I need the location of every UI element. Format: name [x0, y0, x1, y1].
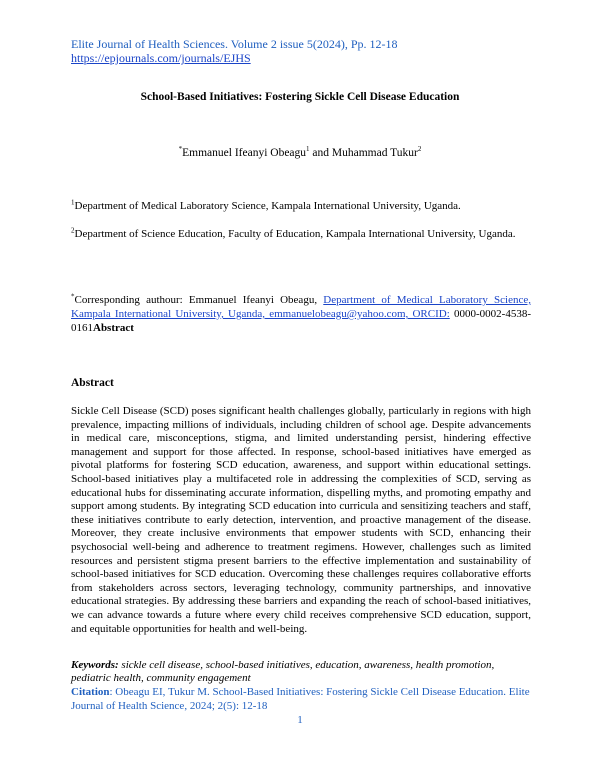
affiliation-1-sup: 1: [71, 198, 75, 207]
corresponding-link[interactable]: Department of Medical Laboratory Science, Kampala International University, Uganda, emmanuelobeagu@yahoo.com, ORCID:: [71, 294, 531, 320]
affiliation-2: [71, 227, 531, 241]
citation: [71, 686, 536, 713]
corresponding-sup: *: [71, 292, 75, 301]
author1-name: Emmanuel Ifeanyi Obeagu: [182, 147, 307, 159]
affiliation-1: [71, 200, 531, 213]
keywords-label: Keywords:: [71, 659, 119, 671]
journal-header: [71, 37, 398, 51]
corresponding-prefix: Corresponding authour: Emmanuel Ifeanyi Obeagu,: [74, 294, 324, 306]
affiliation-2-text: Department of Science Education, Faculty of Education, Kampala International University, Uganda.: [74, 228, 516, 240]
paper-title: School-Based Initiatives: Fostering Sickle Cell Disease Education: [140, 91, 460, 103]
author2-name: Muhammad Tukur: [331, 147, 418, 159]
keywords: [71, 659, 531, 686]
citation-text: : Obeagu EI, Tukur M. School-Based Initiatives: Fostering Sickle Cell Disease Education. Elite Journal of Health Science, 2024; 2(5): 12-18: [71, 686, 530, 712]
journal-line: Elite Journal of Health Sciences. Volume 2 issue 5(2024), Pp. 12-18: [71, 37, 398, 51]
affiliation-2-sup: 2: [71, 226, 75, 235]
abstract-heading: Abstract: [71, 377, 114, 389]
abstract-body: Sickle Cell Disease (SCD) poses significant health challenges globally, particularly in regions with high prevalence, impacting millions of individuals, including children of school age. Despite advancements in medical care, misconceptions, stigma, and limited understanding persist, hindering effective management and support for those affected. In response, school-based initiatives have emerged as pivotal platforms for fostering SCD education, awareness, and support within educational settings. School-based initiatives play a multifaceted role in addressing the complexities of SCD, serving as educational hubs for disseminating accurate information, dispelling myths, and promoting empathy and support among students. By integrating SCD education into curricula and sensitizing teachers and staff, these initiatives contribute to early detection, intervention, and proactive management of the disease. Moreover, they create inclusive environments that empower students with SCD, enhancing their psychosocial well-being and adherence to treatment regimens. However, challenges such as limited resources and persistent stigma present barriers to the effective implementation and sustainability of school-based initiatives for SCD education. Overcoming these challenges requires collaborative efforts from stakeholders across sectors, leveraging technology, community partnerships, and innovative educational strategies. By addressing these barriers and expanding the reach of school-based initiatives, we can advance towards a future where every child receives comprehensive SCD education, support, and equitable opportunities for health and well-being.: [71, 405, 531, 635]
author-line: [0, 146, 600, 160]
journal-url-link[interactable]: https://epjournals.com/journals/EJHS: [71, 51, 251, 65]
author2-sup: 2: [417, 145, 422, 154]
author1-marker: *: [178, 145, 183, 154]
author-conjunction: and: [309, 147, 332, 159]
journal-url-line: [71, 51, 251, 65]
corresponding-bold-tail: Abstract: [93, 322, 134, 334]
corresponding-author: [71, 293, 531, 335]
page-number: 1: [297, 714, 303, 726]
keywords-text: sickle cell disease, school-based initiatives, education, awareness, health promotion, pediatric health, community engagement: [71, 659, 495, 685]
orcid-number: 0000-0002-4538-0161: [71, 308, 531, 334]
author1-sup: 1: [306, 145, 310, 154]
affiliation-1-text: Department of Medical Laboratory Science, Kampala International University, Uganda.: [74, 200, 461, 212]
citation-label: Citation: [71, 686, 110, 698]
